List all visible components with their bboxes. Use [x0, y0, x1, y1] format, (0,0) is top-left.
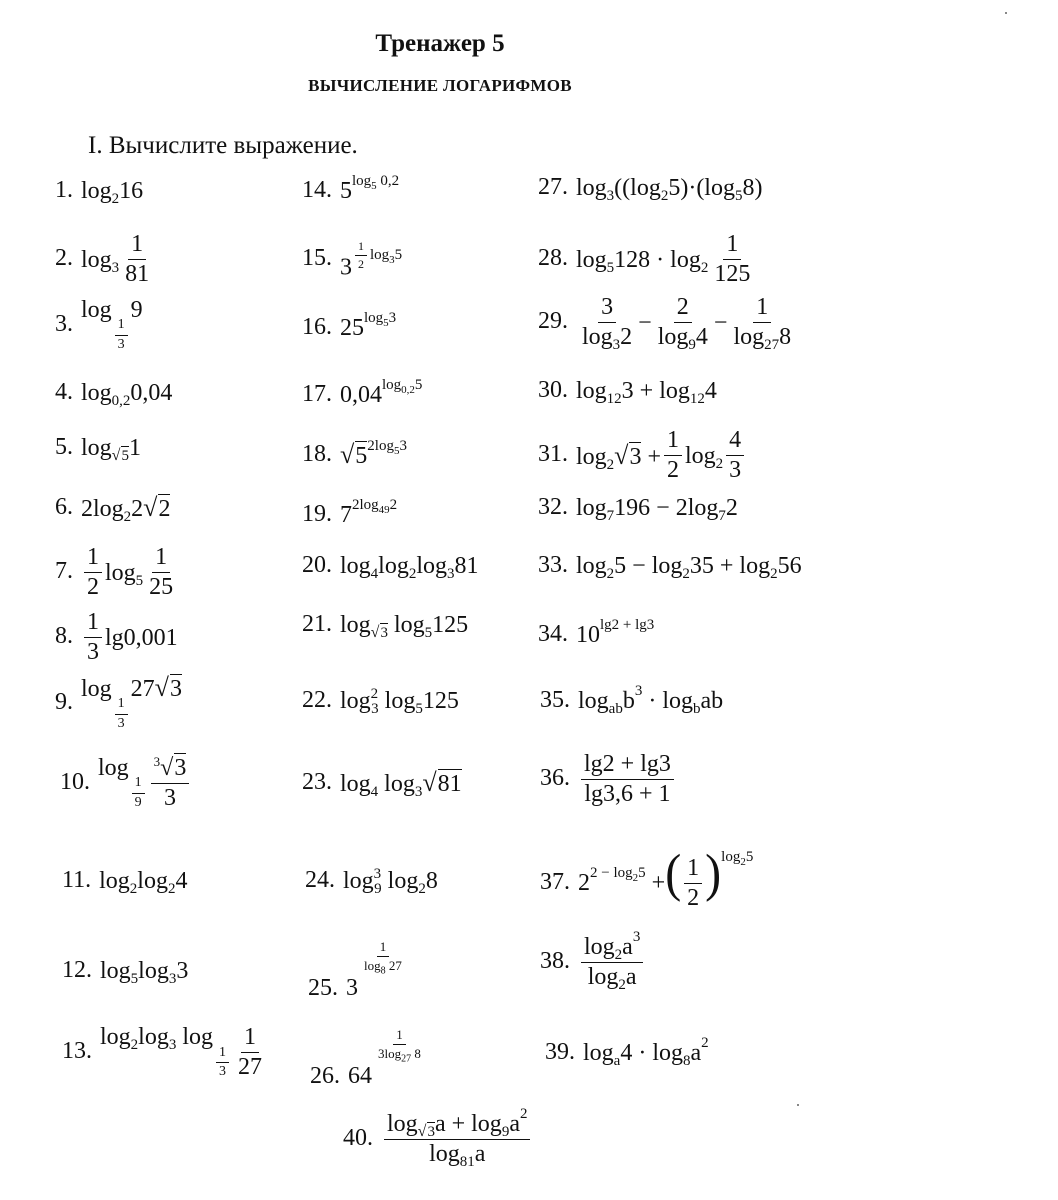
problem-13: $13.\log_2\log_3$ log $_{\frac{1}{3}}$ $\frac{1}{27}$ — [62, 1024, 263, 1081]
problem-9: 9. log $_{\frac{1}{3}}$ 27√3 — [55, 673, 182, 732]
problem-1: 1. $\log_216$ — [55, 177, 144, 208]
problem-22: 22. $\log^2_3 \log_5125$ — [302, 686, 459, 718]
problem-23: 23. $\log_4 \log_3√81$ — [302, 768, 462, 801]
problem-19: 19. $7^{2log_{49}2}$ — [302, 497, 398, 529]
problem-2: 2. $\log_3$ $\frac{1}{81}$ — [55, 231, 150, 288]
problem-7: 7. $\frac{1}{2}$ $\log_5$ $\frac{1}{25}$ — [55, 544, 174, 601]
problem-11: 11. $\log_2\log_24$ — [62, 867, 188, 898]
problem-5: 5. $\log_{√5}1$ — [55, 434, 141, 465]
problem-32: 32. $\log_7196 - 2\log_72$ — [538, 494, 738, 525]
problem-20: 20. $\log_4\log_2\log_381$ — [302, 552, 479, 583]
problem-10: 10.log $_{\frac{1}{9}}$ $\frac{^3√3}{3}$ — [60, 755, 192, 811]
problem-29: 29. $\frac{3}{\log_32}$ − $\frac{2}{\log_94}$ − $\frac{1}{\log_{27}8}$ — [538, 294, 792, 354]
problem-16: 16. $25^{log_53}$ — [302, 310, 397, 342]
problem-12: 12. $\log_5\log_33$ — [62, 957, 189, 988]
page-title: Тренажер 5 — [375, 30, 505, 57]
problem-3: 3.log $_{\frac{1}{3}}$ 9 — [55, 297, 143, 353]
problem-40: 40. $\frac{\log_{√3}a + \log_9a^2}{\log_{81}a}$ — [343, 1112, 533, 1167]
problem-27: 27. $\log_3((\log_25)\cdot(\log_58)$ — [538, 174, 763, 205]
problem-14: 14. $5^{log_5 0,2}$ — [302, 173, 400, 205]
problem-15: 15. 3 $^{\frac{1}{2} log_35}$ — [302, 239, 403, 281]
problem-34: 34. $10^{lg2 + lg3}$ — [538, 617, 655, 649]
problem-4: 4. $\log_{0,2}0,04$ — [55, 379, 173, 410]
problem-26: 26. 64 $\frac{1}{3\log_{27} 8}$ — [310, 1027, 421, 1089]
problem-37: 37. $2^{2 - log_25}$ +( $\frac{1}{2}$ )$^{log_25}$ — [540, 844, 754, 911]
problem-38: 38. $\frac{\log_2a^3}{\log_2a}$ — [540, 935, 646, 990]
problem-21: 21. $\log_{√3} \log_5125$ — [302, 611, 469, 642]
problem-28: 28. $\log_5128 \cdot \log_2$ $\frac{1}{125}$ — [538, 231, 751, 288]
problem-30: 30. $\log_{12}3 + \log_{12}4$ — [538, 377, 717, 408]
problem-17: 17. $0,04^{log_{0,2}5}$ — [302, 377, 423, 409]
problem-24: 24. $\log^3_9 \log_28$ — [305, 866, 438, 898]
instruction: I. Вычислите выражение. — [88, 132, 358, 159]
problem-35: 35. $\log_{ab}b^3 \cdot \log_bab$ — [540, 683, 724, 718]
page-subtitle: ВЫЧИСЛЕНИЕ ЛОГАРИФМОВ — [308, 76, 572, 95]
scan-speck — [797, 1104, 799, 1106]
problem-8: 8. $\frac{1}{3}$ lg0,001 — [55, 609, 178, 666]
problem-6: 6. $2\log_22√2$ — [55, 493, 171, 526]
problem-36: 36. $\frac{\lg 2 + \lg 3}{\lg 3,6 + 1}$ — [540, 752, 677, 807]
problem-33: 33. $\log_25 - \log_235 + \log_256$ — [538, 552, 802, 583]
problem-39: 39. $\log_a4 \cdot \log_8a^2$ — [545, 1035, 709, 1070]
scan-speck — [1005, 12, 1007, 14]
problem-18: 18. $√5^{2log_53}$ — [302, 438, 407, 470]
problem-31: 31. $\log_2√3$ + $\frac{1}{2}$ $\log_2$ $\frac{4}{3}$ — [538, 428, 747, 483]
problem-25: 25. 3 $\frac{1}{\log_8 27}$ — [308, 939, 402, 1001]
